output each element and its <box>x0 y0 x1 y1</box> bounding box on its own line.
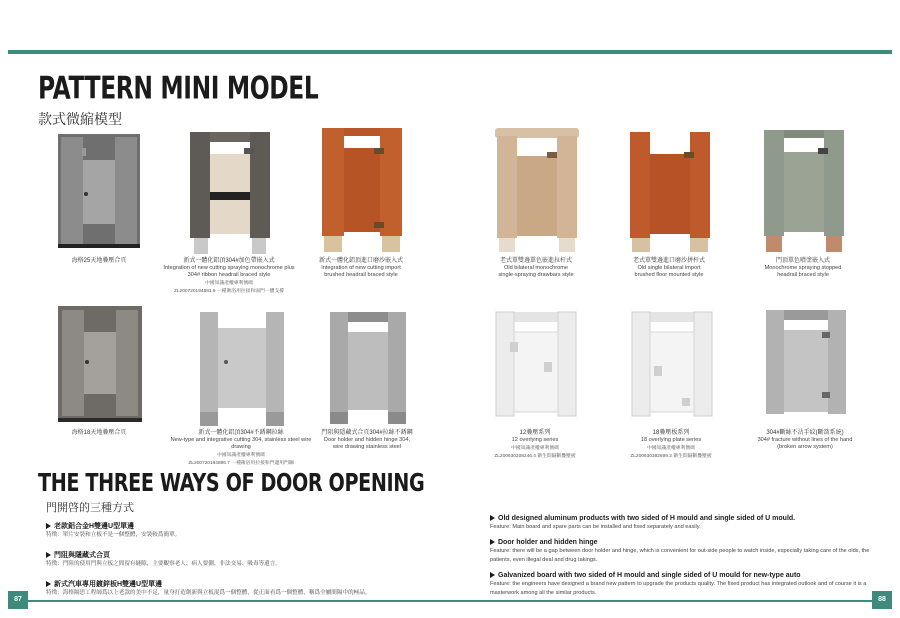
product-name-cn: 門頂單色噴塗嵌入式 <box>775 258 830 264</box>
section-heading: 新式汽車專用鍍鋅板H雙邊U型單邊 <box>54 581 163 588</box>
arrow-icon <box>46 581 51 587</box>
product-image <box>286 126 436 256</box>
product-name-en: 304# ribbon headrail braced style <box>187 272 271 278</box>
patent-label: 中國知識產權專利號碼 <box>205 281 253 286</box>
product-card <box>594 126 744 279</box>
product-name-en: Door holder and hidden hinge 304, <box>323 437 411 443</box>
arrow-icon <box>490 539 495 545</box>
arrow-icon <box>490 572 495 578</box>
product-name-cn: 海格25天地疊壓合頁 <box>71 258 127 264</box>
arrow-icon <box>490 515 495 521</box>
product-name-cn: 老式單雙邊單色嵌進拉杆式 <box>499 258 572 264</box>
product-image <box>594 126 744 256</box>
pattern-subtitle: 款式微縮模型 <box>38 112 122 128</box>
product-image <box>24 126 174 256</box>
product-card <box>596 302 746 460</box>
product-name-en: Integration of new cutting spraying monochrome plus <box>163 265 295 271</box>
product-image <box>154 126 304 256</box>
product-name-en: wire drawing stainless steel <box>332 444 402 450</box>
patent-number: ZL200930208246.4 衛生間隔斷疊壓板 <box>494 454 576 459</box>
product-image <box>460 302 610 428</box>
door-way-en-1 <box>490 514 870 532</box>
product-card <box>286 126 436 279</box>
product-name-cn: 304#斷絲不沾手紋(斷箭系統) <box>766 430 844 436</box>
product-card <box>292 302 442 451</box>
section-body: 特徵：海格隔思工程師爲以上老款的美中不足，量身打造創新與立板混爲一個整體，從正面看爲一個整體，稱爲全屬間隔中的極品。 <box>46 590 371 596</box>
door-subtitle: 門開啓的三種方式 <box>46 501 134 514</box>
product-card <box>24 302 174 437</box>
product-name-en: Monochrome spraying stopped <box>764 265 842 271</box>
bottom-accent-bar <box>8 600 892 602</box>
section-body: 特徵：門阻的使用門與立板之間留有縫隙，主要觀察老人、病人要側、非法交易、吸毒等遺言。 <box>46 561 281 567</box>
product-name-en: (broken arrow system) <box>777 444 833 450</box>
patent-number: ZL200720194896.7 一種衛浴用拉接和門邊用門鋼 <box>188 461 294 466</box>
product-image <box>24 302 174 428</box>
patent-label: 中國知識產權專利號碼 <box>511 446 559 451</box>
product-name-en: New-type and integrative cutting 304, stainless steel wire drawing <box>170 437 312 450</box>
patent-label: 中國知識產權專利號碼 <box>647 446 695 451</box>
arrow-icon <box>46 523 51 529</box>
door-title: THE THREE WAYS OF DOOR OPENING <box>38 468 425 498</box>
product-name-en: Old bilateral monochrome <box>503 265 569 271</box>
product-name-en: brushed headrail braced style <box>324 272 398 278</box>
product-name-en: single-spraying drawbars style <box>498 272 574 278</box>
section-body: Feature: Main board and spare parts can be installed and fixed separately and easily. <box>490 524 701 530</box>
product-image <box>596 302 746 428</box>
door-way-cn-2 <box>46 551 426 569</box>
product-image <box>292 302 442 428</box>
product-card <box>728 126 878 279</box>
product-name-en: Old single bilateral import <box>637 265 701 271</box>
product-image <box>461 126 611 256</box>
product-name-en: 18 overlying plate series <box>640 437 702 443</box>
page-number-right: 88 <box>872 591 892 609</box>
product-image <box>728 126 878 256</box>
product-name-en: headrail braced style <box>777 272 829 278</box>
section-heading: Galvanized board with two sided of H mould and single sided of U mould for new-type auto <box>498 572 801 579</box>
product-card <box>461 126 611 279</box>
door-way-cn-3 <box>46 580 426 598</box>
top-accent-bar <box>8 50 892 54</box>
product-name-cn: 門阻與隱藏式合頁304#拉絲不銹鋼 <box>321 430 413 436</box>
section-body: 特徵：單片安裝和立板不是一個整體，安裝較爲簡單。 <box>46 532 181 538</box>
patent-label: 中國知識產權專利號碼 <box>217 453 265 458</box>
product-name-cn: 新式一體化鋁頂304#加色帶嵌入式 <box>183 258 275 264</box>
product-name-cn: 18疊壓板系列 <box>652 430 690 436</box>
product-card <box>24 126 174 265</box>
product-name-cn: 海格18天地疊壓合頁 <box>71 430 127 436</box>
product-image <box>730 302 880 428</box>
product-card <box>154 126 304 295</box>
section-body: Feature: the engineers have designed a brand new pattern to upgrade the products quality. The fixed product has integrated outlook and of course it is a masterwork among all the similar products. <box>490 581 867 596</box>
section-heading: 老款鋁合金H雙邊U型單邊 <box>54 523 135 530</box>
product-card <box>730 302 880 451</box>
door-way-cn-1 <box>46 522 426 540</box>
product-name-cn: 新式一體化鋁頂進口磨沙嵌入式 <box>318 258 403 264</box>
section-heading: 門阻與隱藏式合頁 <box>54 552 110 559</box>
product-name-en: Integration of new cutting import <box>321 265 401 271</box>
section-heading: Door holder and hidden hinge <box>498 539 598 546</box>
patent-number: ZL200720194881.6 一種衛浴用拉接和弱門一體支撐 <box>173 289 285 294</box>
door-way-en-3 <box>490 571 870 598</box>
product-name-en: 304# fracture without lines of the hand <box>757 437 853 443</box>
pattern-title: PATTERN MINI MODEL <box>38 70 319 107</box>
product-card <box>460 302 610 460</box>
page-number-left: 87 <box>8 591 28 609</box>
product-name-cn: 新式一體化鋁頂304#不銹鋼拉絲 <box>198 430 284 436</box>
product-name-cn: 老式單雙邊進口磨沙拼杆式 <box>632 258 705 264</box>
section-body: Feature: there will be a gap between door holder and hinge, which is convenient for out-side people to watch inside, especially taking care of the olds, the patients, even illegal deal and drug takings. <box>490 548 870 563</box>
patent-number: ZL200930382699.2 衛生間隔斷疊壓板 <box>630 454 712 459</box>
product-name-en: 12 overlying series <box>511 437 559 443</box>
product-name-cn: 12疊壓系列 <box>519 430 551 436</box>
door-way-en-2 <box>490 538 870 565</box>
section-heading: Old designed aluminum products with two sided of H mould and single sided of U mould. <box>498 515 796 522</box>
product-name-en: brushed floor mounted style <box>634 272 704 278</box>
arrow-icon <box>46 552 51 558</box>
